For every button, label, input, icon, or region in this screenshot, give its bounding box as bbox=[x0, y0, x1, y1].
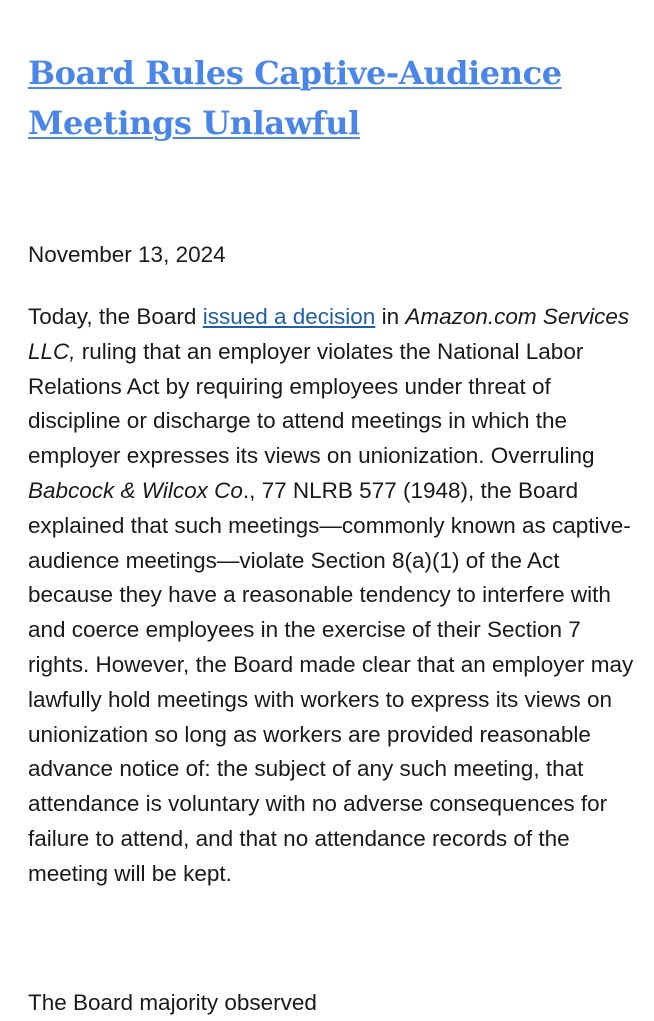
paragraph-text: in bbox=[375, 304, 406, 329]
article-title bbox=[28, 48, 628, 148]
article-title-link[interactable] bbox=[28, 54, 562, 142]
paragraph-text: ruling that an employer violates the National Labor Relations Act by requiring employees under threat of discipline or discharge to attend meetings in which the employer expresses its views on unionization. Overruling bbox=[28, 338, 595, 469]
paragraph-text: ., 77 NLRB 577 (1948), the Board explained that such meetings—commonly known as captive-audience meetings—violate Section 8(a)(1) of the Act because they have a reasonable tendency to interfere with and coerce employees in the exercise of their Section 7 rights. However, the Board made clear that an employer may lawfully hold meetings with workers to express its views on unionization so long as workers are provided reasonable advance notice of: the subject of any such meeting, that attendance is voluntary with no adverse consequences for failure to attend, and that no attendance records of the meeting will be kept. bbox=[28, 477, 634, 886]
case-name: Amazon.com Services LLC, bbox=[28, 304, 630, 364]
article-date: November 13, 2024 bbox=[28, 242, 226, 267]
article-paragraph-1 bbox=[28, 300, 636, 892]
issued-decision-link[interactable]: issued a decision bbox=[202, 304, 376, 329]
article-title-line-1: Board Rules Captive-Audience bbox=[28, 54, 562, 92]
overruled-case-name: Babcock & Wilcox Co bbox=[28, 477, 243, 503]
paragraph-text: Today, the Board bbox=[28, 304, 203, 329]
article-paragraph-2: The Board majority observed bbox=[28, 990, 317, 1015]
article-title-line-2: Meetings Unlawful bbox=[28, 104, 360, 142]
